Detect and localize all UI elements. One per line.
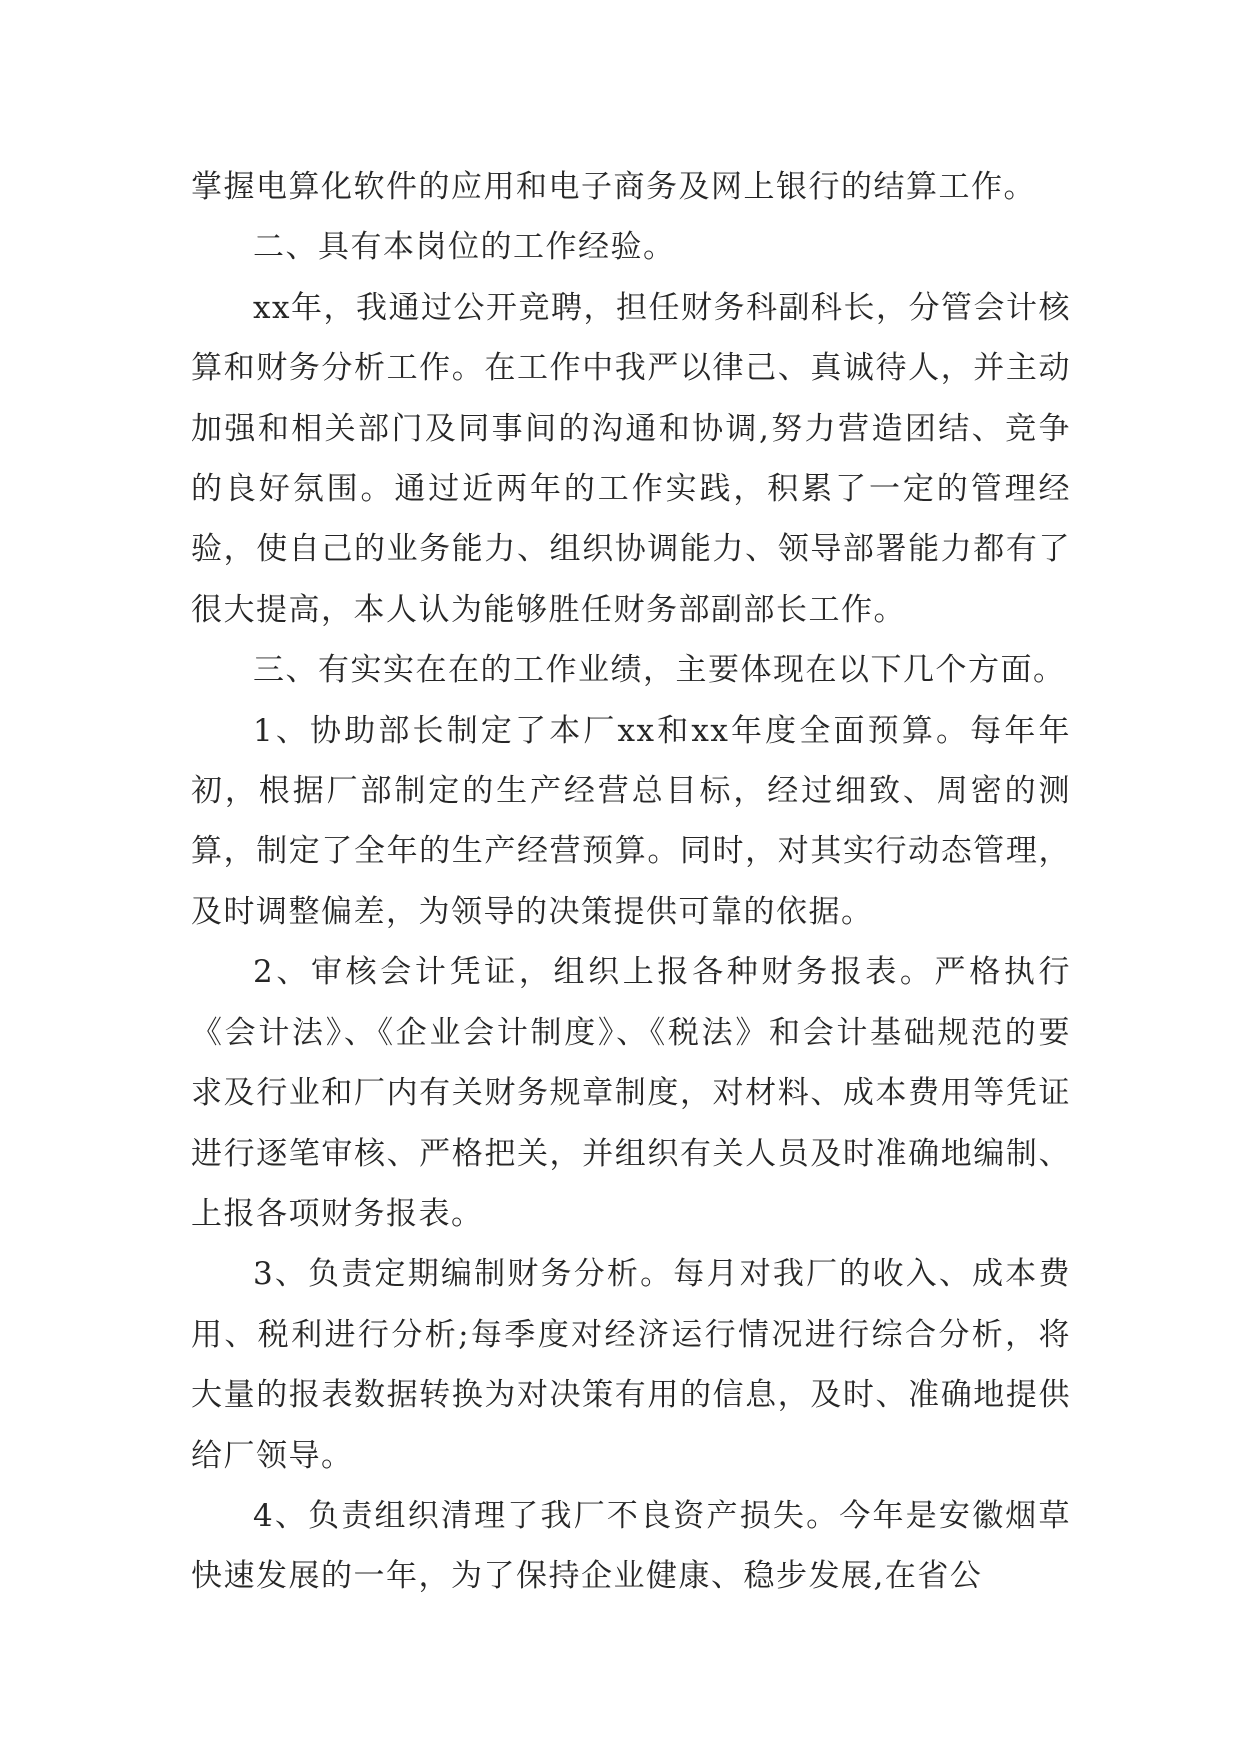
paragraph-item-4: 4、负责组织清理了我厂不良资产损失。今年是安徽烟草快速发展的一年，为了保持企业健康、稳步发展,在省公 bbox=[191, 1497, 1071, 1595]
paragraph-experience: xx年，我通过公开竞聘，担任财务科副科长，分管会计核算和财务分析工作。在工作中我严以律己、真诚待人，并主动加强和相关部门及同事间的沟通和协调,努力营造团结、竞争的良好氛围。通过近两年的工作实践，积累了一定的管理经验，使自己的业务能力、组织协调能力、领导部署能力都有了很大提高，本人认为能够胜任财务部副部长工作。 bbox=[191, 289, 1071, 628]
paragraph-item-3: 3、负责定期编制财务分析。每月对我厂的收入、成本费用、税利进行分析;每季度对经济运行情况进行综合分析，将大量的报表数据转换为对决策有用的信息，及时、准确地提供给厂领导。 bbox=[191, 1256, 1071, 1474]
paragraph-item-2: 2、审核会计凭证，组织上报各种财务报表。严格执行《会计法》、《企业会计制度》、《税法》和会计基础规范的要求及行业和厂内有关财务规章制度，对材料、成本费用等凭证进行逐笔审核、严格把关，并组织有关人员及时准确地编制、上报各项财务报表。 bbox=[191, 954, 1071, 1232]
document-body bbox=[191, 157, 1071, 1607]
paragraph-item-1: 1、协助部长制定了本厂xx和xx年度全面预算。每年年初，根据厂部制定的生产经营总目标，经过细致、周密的测算，制定了全年的生产经营预算。同时，对其实行动态管理，及时调整偏差，为领导的决策提供可靠的依据。 bbox=[191, 712, 1071, 930]
section-heading-2: 二、具有本岗位的工作经验。 bbox=[253, 229, 676, 266]
section-heading-3: 三、有实实在在的工作业绩，主要体现在以下几个方面。 bbox=[253, 652, 1066, 689]
paragraph-continued: 掌握电算化软件的应用和电子商务及网上银行的结算工作。 bbox=[191, 169, 1036, 205]
